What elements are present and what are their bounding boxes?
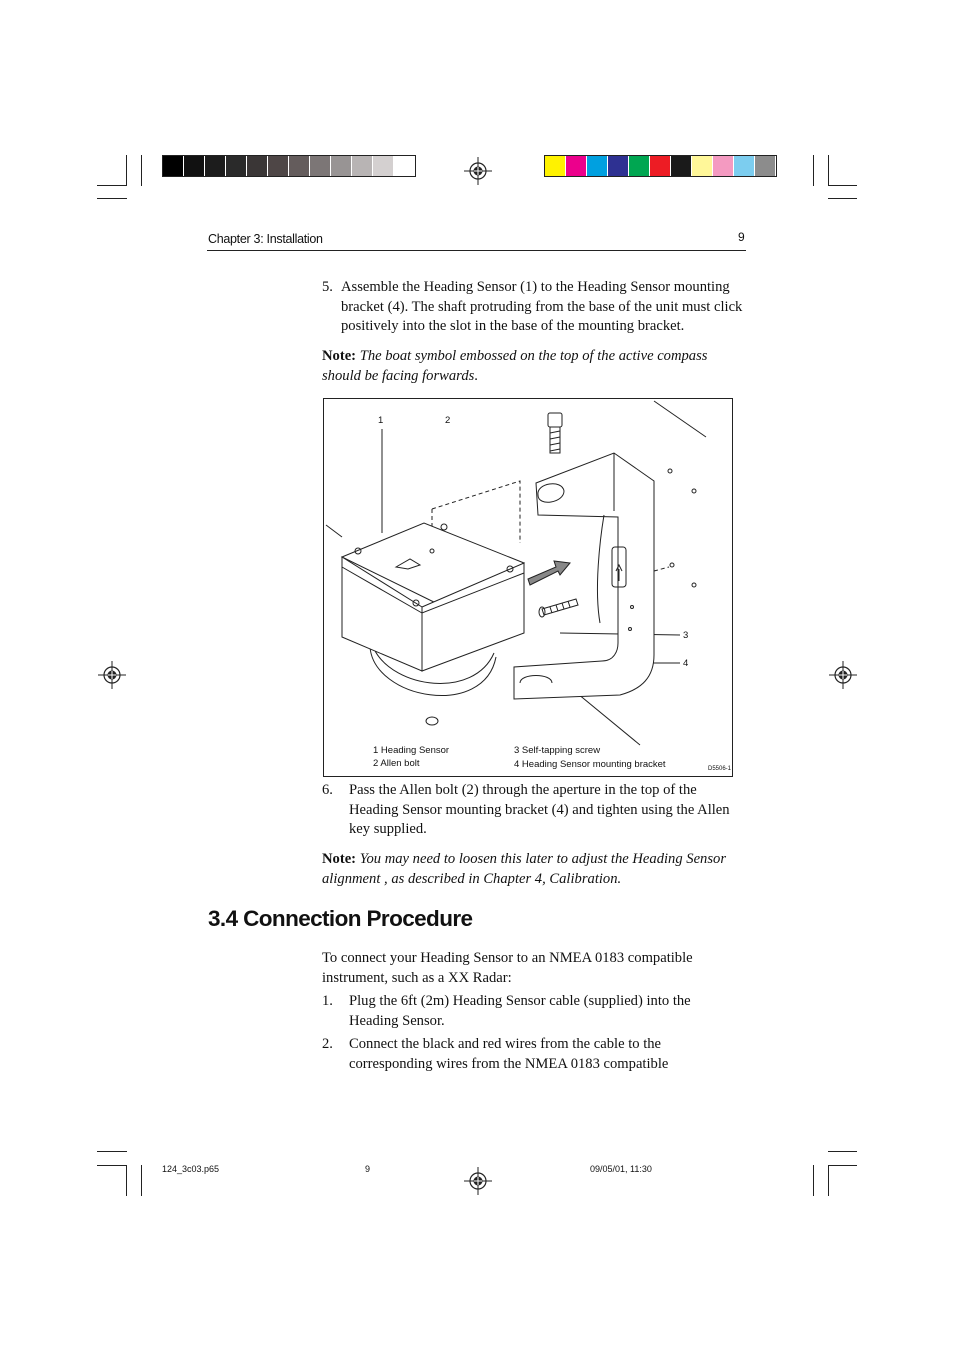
note-text: The boat symbol embossed on the top of the active compass should be facing forwards [322, 348, 708, 384]
grey-swatch [373, 156, 394, 176]
step-text: Pass the Allen bolt (2) through the aperture in the top of the Heading Sensor mounting bracket (4) and tighten using the Allen key supplied. [349, 782, 730, 837]
header-rule [207, 250, 746, 251]
grey-swatch [226, 156, 247, 176]
grey-swatch [394, 156, 415, 176]
section-intro: To connect your Heading Sensor to an NMEA 0183 compatible instrument, such as a XX Radar: [322, 950, 693, 986]
callout-3: 3 [683, 630, 689, 641]
color-swatch [545, 156, 566, 176]
crop-mark [828, 1165, 857, 1166]
crop-mark [126, 1165, 127, 1196]
crop-mark [813, 1165, 814, 1196]
callout-2: 2 [445, 415, 451, 426]
assembly-illustration [324, 399, 732, 776]
registration-mark-icon [464, 157, 492, 185]
step-text: Plug the 6ft (2m) Heading Sensor cable (supplied) into the Heading Sensor. [349, 993, 691, 1029]
color-swatch [755, 156, 776, 176]
color-swatch [608, 156, 629, 176]
footer-date: 09/05/01, 11:30 [590, 1164, 652, 1174]
footer-page: 9 [365, 1164, 371, 1174]
grey-swatch [205, 156, 226, 176]
color-swatch [692, 156, 713, 176]
step-number: 2. [322, 1036, 333, 1052]
registration-mark-icon [829, 661, 857, 689]
figure-code: D5506-1 [708, 766, 732, 772]
grey-swatch [163, 156, 184, 176]
crop-mark [97, 1151, 127, 1152]
grey-calibration-bar [162, 155, 416, 177]
crop-mark [813, 155, 814, 186]
note-2 [322, 850, 742, 889]
note-label: Note: [322, 851, 357, 867]
step-6 [322, 781, 752, 840]
grey-swatch [310, 156, 331, 176]
footer-filename: 124_3c03.p65 [162, 1164, 220, 1174]
step-text: Assemble the Heading Sensor (1) to the Heading Sensor mounting bracket (4). The shaft protruding from the base of the unit must click positively into the slot in the base of the mounting bracket. [341, 279, 743, 334]
grey-swatch [268, 156, 289, 176]
grey-swatch [352, 156, 373, 176]
section-step-2 [322, 1035, 752, 1074]
color-swatch [650, 156, 671, 176]
legend-1: 1 Heading Sensor [373, 745, 450, 756]
grey-swatch [331, 156, 352, 176]
figure-heading-sensor-assembly [323, 398, 733, 777]
crop-mark [97, 198, 127, 199]
legend-3: 3 Self-tapping screw [514, 745, 601, 756]
legend-4: 4 Heading Sensor mounting bracket [514, 759, 666, 770]
step-text: Connect the black and red wires from the cable to the corresponding wires from the NMEA 0183 compatible [349, 1036, 669, 1072]
section-heading: 3.4 Connection Procedure [208, 906, 473, 931]
note-label: Note: [322, 348, 357, 364]
crop-mark [97, 185, 127, 186]
crop-mark [828, 1165, 829, 1196]
crop-mark [126, 155, 127, 186]
color-swatch [587, 156, 608, 176]
step-number: 6. [322, 782, 333, 798]
crop-mark [828, 1151, 857, 1152]
grey-swatch [184, 156, 205, 176]
color-swatch [566, 156, 587, 176]
callout-1: 1 [378, 415, 384, 426]
crop-mark [828, 185, 857, 186]
callout-4: 4 [683, 658, 689, 669]
page-number: 9 [738, 230, 745, 244]
step-number: 1. [322, 993, 333, 1009]
color-swatch [671, 156, 692, 176]
crop-mark [141, 155, 142, 186]
step-5 [322, 278, 752, 337]
step-number: 5. [322, 279, 333, 295]
note-end: . [474, 367, 478, 384]
color-swatch [734, 156, 755, 176]
color-calibration-bar [544, 155, 777, 177]
crop-mark [828, 198, 857, 199]
running-header: Chapter 3: Installation [208, 232, 323, 246]
grey-swatch [247, 156, 268, 176]
registration-mark-icon [464, 1167, 492, 1195]
section-step-1 [322, 992, 752, 1031]
crop-mark [141, 1165, 142, 1196]
crop-mark [97, 1165, 127, 1166]
color-swatch [629, 156, 650, 176]
legend-2: 2 Allen bolt [373, 758, 420, 769]
color-swatch [713, 156, 734, 176]
note-1 [322, 347, 742, 386]
note-text: You may need to loosen this later to adjust the Heading Sensor alignment , as described in Chapter 4, Calibration. [322, 851, 727, 887]
registration-mark-icon [98, 661, 126, 689]
crop-mark [828, 155, 829, 186]
grey-swatch [289, 156, 310, 176]
